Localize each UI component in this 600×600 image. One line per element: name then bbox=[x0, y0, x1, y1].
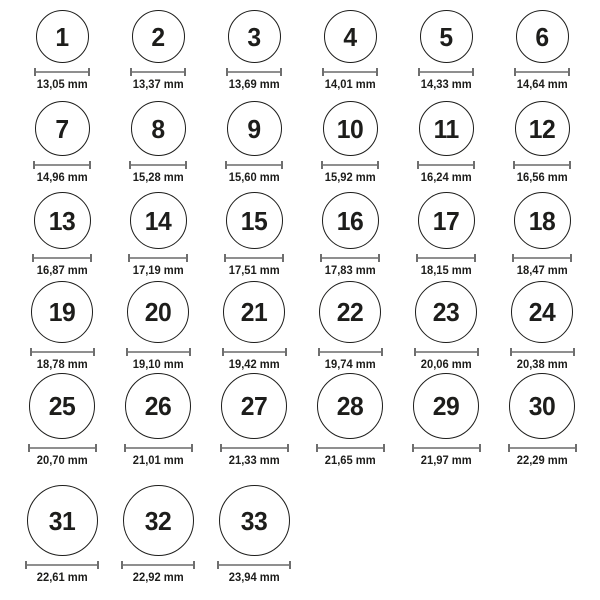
ring-size-item bbox=[398, 8, 494, 92]
ring-circle bbox=[125, 373, 191, 439]
measure-line-bar bbox=[228, 71, 280, 73]
diameter-label: 21,01 mm bbox=[132, 455, 184, 467]
measure-line-bar bbox=[418, 257, 474, 259]
ring-circle bbox=[420, 10, 473, 63]
ring-size-item bbox=[110, 185, 206, 278]
ring-size-number: 12 bbox=[528, 113, 556, 144]
measure-line-bar bbox=[219, 564, 289, 566]
diameter-measure-line bbox=[512, 254, 572, 262]
diameter-measure-line bbox=[513, 161, 571, 169]
ring-size-item bbox=[206, 185, 302, 278]
ring-circle bbox=[514, 192, 571, 249]
ring-size-number: 26 bbox=[144, 391, 172, 421]
ring-circle bbox=[36, 10, 89, 63]
ring-size-number: 15 bbox=[240, 205, 268, 236]
ring-size-number: 13 bbox=[48, 205, 76, 236]
ring-size-number: 17 bbox=[432, 205, 460, 236]
diameter-measure-line bbox=[32, 254, 92, 262]
diameter-measure-line bbox=[318, 348, 383, 356]
diameter-label: 14,64 mm bbox=[516, 79, 568, 91]
measure-line-bar bbox=[130, 257, 186, 259]
ring-circle bbox=[226, 192, 283, 249]
ring-size-number: 33 bbox=[240, 505, 268, 536]
ring-size-item bbox=[398, 185, 494, 278]
diameter-label: 18,15 mm bbox=[420, 265, 472, 277]
diameter-measure-line bbox=[222, 348, 287, 356]
ring-size-item bbox=[206, 92, 302, 185]
ring-size-item bbox=[398, 92, 494, 185]
ring-size-item bbox=[110, 92, 206, 185]
diameter-measure-line bbox=[28, 444, 97, 452]
measure-line-bar bbox=[320, 351, 381, 353]
measure-line-bar bbox=[36, 71, 88, 73]
ring-size-number: 14 bbox=[144, 205, 172, 236]
ring-circle bbox=[221, 373, 287, 439]
ring-size-number: 11 bbox=[433, 113, 459, 144]
ring-size-number: 16 bbox=[336, 205, 364, 236]
ring-circle bbox=[516, 10, 569, 63]
ring-circle bbox=[223, 281, 285, 343]
ring-size-number: 20 bbox=[144, 297, 172, 327]
diameter-label: 14,33 mm bbox=[420, 79, 472, 91]
diameter-measure-line bbox=[128, 254, 188, 262]
diameter-label: 21,65 mm bbox=[324, 455, 376, 467]
diameter-measure-line bbox=[34, 68, 90, 76]
measure-line-bar bbox=[131, 164, 185, 166]
ring-size-item bbox=[14, 372, 110, 468]
ring-circle bbox=[219, 485, 290, 556]
ring-size-number: 30 bbox=[528, 391, 556, 421]
ring-size-number: 19 bbox=[48, 297, 76, 327]
diameter-label: 16,87 mm bbox=[36, 265, 88, 277]
diameter-label: 21,33 mm bbox=[228, 455, 280, 467]
ring-size-item bbox=[302, 185, 398, 278]
ring-size-number: 21 bbox=[240, 297, 268, 327]
measure-line-bar bbox=[416, 351, 477, 353]
diameter-label: 22,61 mm bbox=[36, 572, 88, 584]
ring-size-item bbox=[206, 278, 302, 372]
measure-line-bar bbox=[30, 447, 95, 449]
diameter-label: 13,69 mm bbox=[228, 79, 280, 91]
ring-circle bbox=[130, 192, 187, 249]
ring-circle bbox=[123, 485, 194, 556]
measure-line-bar bbox=[32, 351, 93, 353]
ring-circle bbox=[29, 373, 95, 439]
ring-size-item bbox=[398, 372, 494, 468]
diameter-label: 16,24 mm bbox=[420, 172, 472, 184]
ring-size-number: 27 bbox=[240, 391, 268, 421]
chart-row bbox=[14, 8, 600, 92]
diameter-label: 17,19 mm bbox=[132, 265, 184, 277]
chart-row bbox=[14, 92, 600, 185]
ring-size-number: 32 bbox=[144, 505, 172, 536]
diameter-label: 18,78 mm bbox=[36, 359, 88, 371]
ring-size-item bbox=[110, 8, 206, 92]
ring-size-number: 1 bbox=[55, 21, 69, 52]
ring-size-item bbox=[494, 372, 590, 468]
diameter-measure-line bbox=[418, 68, 474, 76]
diameter-measure-line bbox=[514, 68, 570, 76]
diameter-measure-line bbox=[322, 68, 378, 76]
ring-size-item bbox=[110, 468, 206, 585]
diameter-label: 20,38 mm bbox=[516, 359, 568, 371]
ring-size-number: 18 bbox=[528, 205, 556, 236]
diameter-label: 22,29 mm bbox=[516, 455, 568, 467]
diameter-measure-line bbox=[217, 561, 291, 569]
diameter-label: 14,01 mm bbox=[324, 79, 376, 91]
ring-circle bbox=[515, 101, 570, 156]
ring-size-number: 25 bbox=[48, 391, 76, 421]
diameter-measure-line bbox=[416, 254, 476, 262]
diameter-label: 15,28 mm bbox=[132, 172, 184, 184]
measure-line-bar bbox=[132, 71, 184, 73]
measure-line-bar bbox=[35, 164, 89, 166]
measure-line-bar bbox=[126, 447, 191, 449]
ring-size-number: 23 bbox=[432, 297, 460, 327]
diameter-label: 23,94 mm bbox=[228, 572, 280, 584]
diameter-label: 19,74 mm bbox=[324, 359, 376, 371]
ring-size-number: 31 bbox=[48, 505, 76, 536]
diameter-measure-line bbox=[320, 254, 380, 262]
measure-line-bar bbox=[324, 71, 376, 73]
ring-circle bbox=[131, 101, 186, 156]
ring-circle bbox=[419, 101, 474, 156]
measure-line-bar bbox=[322, 257, 378, 259]
ring-size-item bbox=[110, 372, 206, 468]
ring-circle bbox=[511, 281, 573, 343]
measure-line-bar bbox=[516, 71, 568, 73]
chart-row bbox=[14, 372, 600, 468]
measure-line-bar bbox=[512, 351, 573, 353]
diameter-measure-line bbox=[414, 348, 479, 356]
diameter-label: 19,42 mm bbox=[228, 359, 280, 371]
ring-size-number: 2 bbox=[151, 21, 165, 52]
ring-circle bbox=[324, 10, 377, 63]
diameter-measure-line bbox=[220, 444, 289, 452]
ring-size-item bbox=[14, 278, 110, 372]
diameter-measure-line bbox=[226, 68, 282, 76]
diameter-label: 21,97 mm bbox=[420, 455, 472, 467]
ring-size-item bbox=[398, 278, 494, 372]
ring-size-item bbox=[110, 278, 206, 372]
ring-size-number: 9 bbox=[247, 113, 261, 144]
ring-circle bbox=[35, 101, 90, 156]
ring-size-number: 8 bbox=[151, 113, 165, 144]
ring-size-number: 28 bbox=[336, 391, 364, 421]
diameter-label: 19,10 mm bbox=[132, 359, 184, 371]
ring-circle bbox=[413, 373, 479, 439]
diameter-measure-line bbox=[316, 444, 385, 452]
diameter-measure-line bbox=[225, 161, 283, 169]
chart-row bbox=[14, 185, 600, 278]
ring-circle bbox=[322, 192, 379, 249]
measure-line-bar bbox=[419, 164, 473, 166]
ring-circle bbox=[228, 10, 281, 63]
measure-line-bar bbox=[123, 564, 193, 566]
diameter-label: 18,47 mm bbox=[516, 265, 568, 277]
ring-size-item bbox=[302, 8, 398, 92]
ring-size-number: 3 bbox=[247, 21, 261, 52]
ring-circle bbox=[319, 281, 381, 343]
ring-size-number: 7 bbox=[55, 113, 69, 144]
diameter-label: 16,56 mm bbox=[516, 172, 568, 184]
ring-size-number: 5 bbox=[439, 21, 453, 52]
ring-size-item bbox=[206, 8, 302, 92]
measure-line-bar bbox=[226, 257, 282, 259]
ring-size-item bbox=[494, 8, 590, 92]
ring-circle bbox=[323, 101, 378, 156]
diameter-measure-line bbox=[121, 561, 195, 569]
ring-size-item bbox=[14, 92, 110, 185]
diameter-measure-line bbox=[130, 68, 186, 76]
ring-size-item bbox=[494, 92, 590, 185]
ring-size-number: 10 bbox=[336, 113, 364, 144]
ring-circle bbox=[317, 373, 383, 439]
diameter-measure-line bbox=[126, 348, 191, 356]
diameter-measure-line bbox=[510, 348, 575, 356]
ring-size-number: 6 bbox=[535, 21, 549, 52]
ring-size-item bbox=[14, 468, 110, 585]
ring-size-item bbox=[302, 92, 398, 185]
chart-row bbox=[14, 278, 600, 372]
measure-line-bar bbox=[227, 164, 281, 166]
measure-line-bar bbox=[224, 351, 285, 353]
ring-size-number: 4 bbox=[343, 21, 357, 52]
ring-circle bbox=[418, 192, 475, 249]
ring-size-item bbox=[206, 468, 302, 585]
ring-size-item bbox=[302, 278, 398, 372]
measure-line-bar bbox=[27, 564, 97, 566]
ring-size-number: 24 bbox=[528, 297, 556, 327]
measure-line-bar bbox=[514, 257, 570, 259]
chart-row bbox=[14, 468, 600, 585]
ring-size-item bbox=[494, 185, 590, 278]
measure-line-bar bbox=[515, 164, 569, 166]
diameter-label: 17,51 mm bbox=[228, 265, 280, 277]
ring-circle bbox=[27, 485, 98, 556]
diameter-measure-line bbox=[412, 444, 481, 452]
diameter-measure-line bbox=[224, 254, 284, 262]
ring-size-item bbox=[14, 8, 110, 92]
ring-circle bbox=[34, 192, 91, 249]
diameter-label: 22,92 mm bbox=[132, 572, 184, 584]
ring-size-number: 29 bbox=[432, 391, 460, 421]
diameter-measure-line bbox=[124, 444, 193, 452]
ring-circle bbox=[415, 281, 477, 343]
ring-circle bbox=[509, 373, 575, 439]
ring-circle bbox=[132, 10, 185, 63]
ring-circle bbox=[31, 281, 93, 343]
diameter-label: 15,92 mm bbox=[324, 172, 376, 184]
measure-line-bar bbox=[128, 351, 189, 353]
diameter-label: 13,05 mm bbox=[36, 79, 88, 91]
diameter-measure-line bbox=[321, 161, 379, 169]
diameter-label: 20,06 mm bbox=[420, 359, 472, 371]
measure-line-bar bbox=[420, 71, 472, 73]
ring-size-item bbox=[302, 372, 398, 468]
measure-line-bar bbox=[510, 447, 575, 449]
diameter-measure-line bbox=[417, 161, 475, 169]
diameter-label: 13,37 mm bbox=[132, 79, 184, 91]
ring-size-item bbox=[494, 278, 590, 372]
measure-line-bar bbox=[222, 447, 287, 449]
measure-line-bar bbox=[318, 447, 383, 449]
diameter-measure-line bbox=[30, 348, 95, 356]
diameter-label: 14,96 mm bbox=[36, 172, 88, 184]
ring-size-item bbox=[14, 185, 110, 278]
measure-line-bar bbox=[34, 257, 90, 259]
diameter-measure-line bbox=[25, 561, 99, 569]
ring-size-number: 22 bbox=[336, 297, 364, 327]
diameter-label: 17,83 mm bbox=[324, 265, 376, 277]
diameter-label: 20,70 mm bbox=[36, 455, 88, 467]
ring-size-item bbox=[206, 372, 302, 468]
ring-circle bbox=[227, 101, 282, 156]
diameter-measure-line bbox=[33, 161, 91, 169]
measure-line-bar bbox=[414, 447, 479, 449]
diameter-measure-line bbox=[508, 444, 577, 452]
ring-circle bbox=[127, 281, 189, 343]
diameter-measure-line bbox=[129, 161, 187, 169]
measure-line-bar bbox=[323, 164, 377, 166]
diameter-label: 15,60 mm bbox=[228, 172, 280, 184]
